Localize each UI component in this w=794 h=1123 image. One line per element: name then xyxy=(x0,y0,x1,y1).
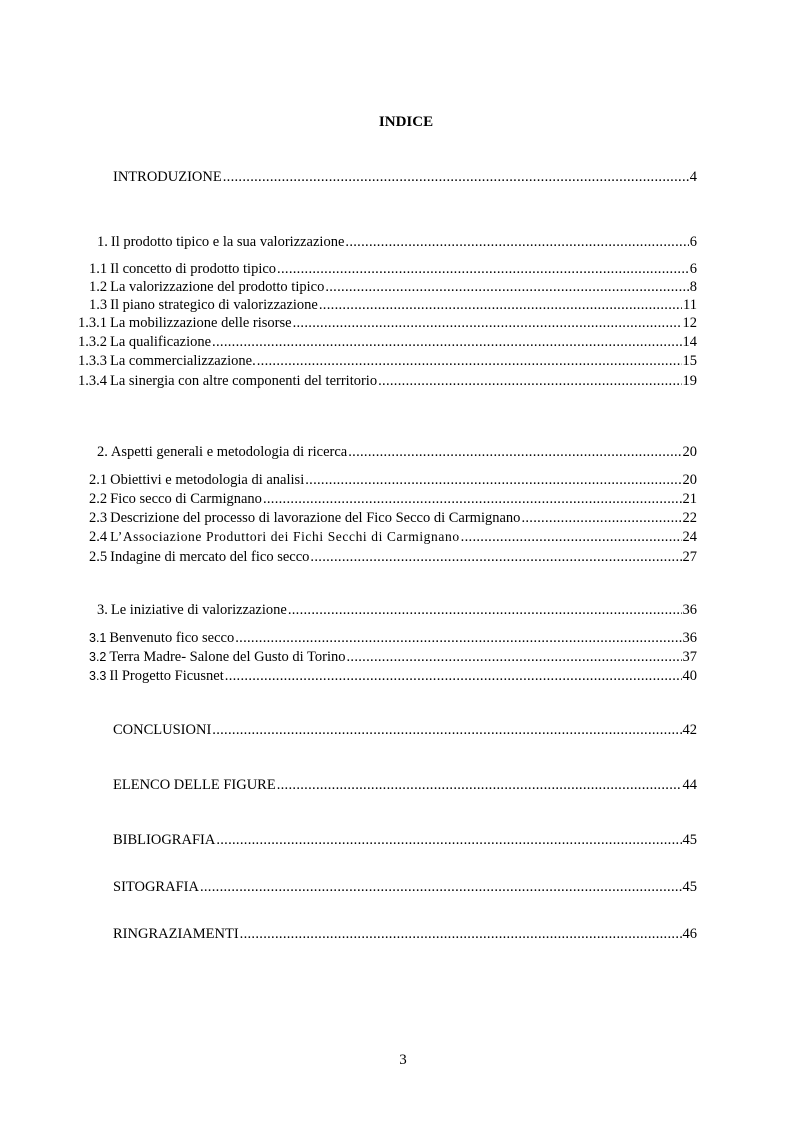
toc-entry-label: Il piano strategico di valorizzazione xyxy=(110,297,318,313)
toc-entry-label: Aspetti generali e metodologia di ricerca xyxy=(110,444,348,460)
toc-entry-introduzione[interactable] xyxy=(113,167,697,187)
toc-entry-chapter-3[interactable] xyxy=(97,600,697,620)
toc-leader-dots xyxy=(235,628,681,648)
toc-entry-label: Benvenuto fico secco xyxy=(109,630,235,646)
toc-entry-number: 1.2 xyxy=(89,279,108,295)
toc-leader-dots xyxy=(461,527,682,547)
toc-entry-number: 1.3.3 xyxy=(78,353,107,369)
toc-entry-1-3-4[interactable] xyxy=(78,371,697,391)
toc-entry-2-4[interactable] xyxy=(89,527,697,547)
toc-leader-dots xyxy=(319,295,682,315)
toc-entry-number: 2. xyxy=(97,444,108,460)
toc-entry-label: Le iniziative di valorizzazione xyxy=(110,602,287,618)
toc-entry-page: 6 xyxy=(689,234,697,250)
toc-entry-label: Descrizione del processo di lavorazione del Fico Secco di Carmignano xyxy=(110,510,521,526)
toc-entry-page: 46 xyxy=(682,926,697,942)
toc-leader-dots xyxy=(293,313,682,333)
toc-entry-2-5[interactable] xyxy=(89,547,697,567)
toc-leader-dots xyxy=(277,259,689,279)
toc-entry-label: Terra Madre- Salone del Gusto di Torino xyxy=(109,649,346,665)
toc-leader-dots xyxy=(212,720,681,740)
toc-leader-dots xyxy=(200,877,682,897)
toc-entry-chapter-2[interactable] xyxy=(97,442,697,462)
toc-entry-2-1[interactable] xyxy=(89,470,697,490)
toc-entry-page: 8 xyxy=(689,279,697,295)
toc-leader-dots xyxy=(378,371,681,391)
toc-leader-dots xyxy=(225,666,682,686)
toc-entry-number: 2.5 xyxy=(89,549,108,565)
toc-entry-3-1[interactable] xyxy=(89,628,697,648)
toc-leader-dots xyxy=(263,489,682,509)
toc-entry-page: 21 xyxy=(682,491,697,507)
toc-entry-conclusioni[interactable] xyxy=(113,720,697,740)
toc-leader-dots xyxy=(345,232,688,252)
toc-entry-3-3[interactable] xyxy=(89,666,697,686)
toc-entry-page: 44 xyxy=(682,777,697,793)
toc-entry-label: Il concetto di prodotto tipico xyxy=(110,261,277,277)
toc-entry-label: La commercializzazione. xyxy=(110,353,256,369)
toc-entry-elenco-figure[interactable] xyxy=(113,775,697,795)
toc-leader-dots xyxy=(346,647,681,667)
toc-entry-1-2[interactable] xyxy=(89,277,697,297)
toc-leader-dots xyxy=(348,442,681,462)
toc-entry-label: CONCLUSIONI xyxy=(113,722,212,738)
page-number: 3 xyxy=(399,1052,407,1068)
toc-entry-number: 2.3 xyxy=(89,510,108,526)
toc-entry-sitografia[interactable] xyxy=(113,877,697,897)
toc-leader-dots xyxy=(310,547,681,567)
toc-leader-dots xyxy=(212,332,681,352)
toc-entry-page: 27 xyxy=(682,549,697,565)
toc-entry-page: 20 xyxy=(682,472,697,488)
toc-entry-number: 1.3.4 xyxy=(78,373,107,389)
toc-entry-number: 2.4 xyxy=(89,529,108,545)
toc-entry-2-3[interactable] xyxy=(89,508,697,528)
toc-entry-label: La mobilizzazione delle risorse xyxy=(110,315,292,331)
toc-entry-label: L’Associazione Produttori dei Fichi Secchi di Carmignano xyxy=(110,529,460,544)
toc-entry-label: Il prodotto tipico e la sua valorizzazione xyxy=(110,234,345,250)
toc-entry-label: Fico secco di Carmignano xyxy=(110,491,262,507)
toc-entry-number: 1. xyxy=(97,234,108,250)
toc-entry-label: INTRODUZIONE xyxy=(113,169,222,185)
toc-entry-page: 12 xyxy=(682,315,697,331)
toc-entry-number: 1.3 xyxy=(89,297,108,313)
toc-entry-ringraziamenti[interactable] xyxy=(113,924,697,944)
toc-entry-number: 3.1 xyxy=(89,631,107,645)
toc-entry-1-3-3[interactable] xyxy=(78,351,697,371)
toc-title: INDICE xyxy=(378,114,434,130)
toc-leader-dots xyxy=(521,508,681,528)
toc-entry-number: 1.3.2 xyxy=(78,334,107,350)
toc-entry-label: La qualificazione xyxy=(110,334,212,350)
toc-entry-label: Indagine di mercato del fico secco xyxy=(110,549,310,565)
toc-entry-1-3-2[interactable] xyxy=(78,332,697,352)
toc-entry-page: 36 xyxy=(682,630,697,646)
toc-entry-number: 1.1 xyxy=(89,261,108,277)
toc-entry-label: Il Progetto Ficusnet xyxy=(109,668,224,684)
toc-entry-page: 24 xyxy=(682,529,697,545)
toc-leader-dots xyxy=(305,470,681,490)
toc-entry-1-1[interactable] xyxy=(89,259,697,279)
toc-entry-1-3[interactable] xyxy=(89,295,697,315)
toc-entry-page: 19 xyxy=(682,373,697,389)
toc-entry-3-2[interactable] xyxy=(89,647,697,667)
toc-entry-label: BIBLIOGRAFIA xyxy=(113,832,216,848)
toc-entry-number: 2.2 xyxy=(89,491,108,507)
toc-entry-number: 3.3 xyxy=(89,669,107,683)
toc-entry-number: 1.3.1 xyxy=(78,315,107,331)
toc-entry-label: SITOGRAFIA xyxy=(113,879,199,895)
toc-entry-page: 15 xyxy=(682,353,697,369)
toc-entry-label: La valorizzazione del prodotto tipico xyxy=(110,279,325,295)
toc-entry-page: 42 xyxy=(682,722,697,738)
toc-entry-label: La sinergia con altre componenti del territorio xyxy=(110,373,378,389)
toc-entry-page: 36 xyxy=(682,602,697,618)
toc-entry-page: 45 xyxy=(682,879,697,895)
toc-entry-page: 14 xyxy=(682,334,697,350)
toc-entry-label: ELENCO DELLE FIGURE xyxy=(113,777,276,793)
toc-entry-page: 6 xyxy=(689,261,697,277)
toc-entry-chapter-1[interactable] xyxy=(97,232,697,252)
toc-entry-number: 3. xyxy=(97,602,108,618)
toc-leader-dots xyxy=(223,167,689,187)
toc-entry-number: 2.1 xyxy=(89,472,108,488)
toc-entry-page: 4 xyxy=(689,169,697,185)
toc-entry-label: RINGRAZIAMENTI xyxy=(113,926,239,942)
toc-entry-1-3-1[interactable] xyxy=(78,313,697,333)
toc-leader-dots xyxy=(325,277,688,297)
toc-entry-page: 22 xyxy=(682,510,697,526)
toc-entry-page: 20 xyxy=(682,444,697,460)
toc-entry-page: 45 xyxy=(682,832,697,848)
toc-leader-dots xyxy=(257,351,682,371)
toc-entry-number: 3.2 xyxy=(89,650,107,664)
toc-entry-page: 11 xyxy=(683,297,697,313)
toc-leader-dots xyxy=(288,600,682,620)
toc-entry-page: 40 xyxy=(682,668,697,684)
toc-entry-bibliografia[interactable] xyxy=(113,830,697,850)
toc-leader-dots xyxy=(277,775,682,795)
toc-leader-dots xyxy=(216,830,681,850)
toc-leader-dots xyxy=(240,924,682,944)
toc-entry-2-2[interactable] xyxy=(89,489,697,509)
toc-entry-page: 37 xyxy=(682,649,697,665)
toc-entry-label: Obiettivi e metodologia di analisi xyxy=(110,472,305,488)
